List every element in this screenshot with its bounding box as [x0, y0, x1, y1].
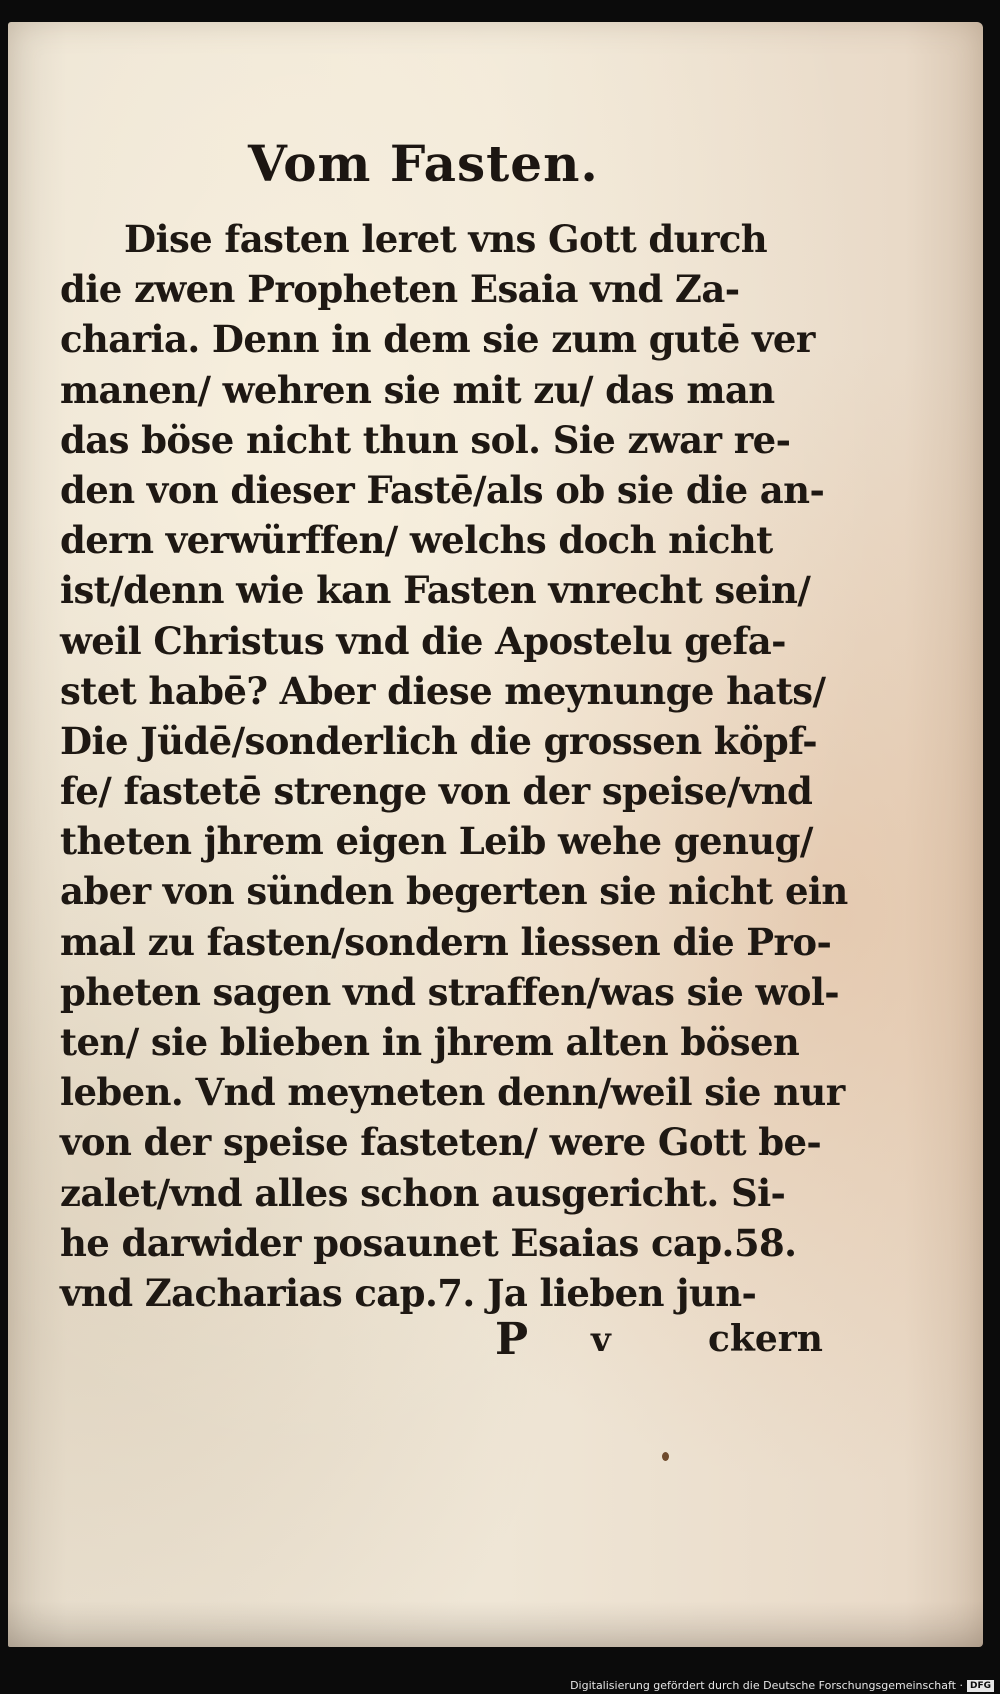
text-line: stet habē? Aber diese meynunge hats/: [60, 668, 826, 713]
catchword: ckern: [708, 1318, 823, 1360]
text-line: den von dieser Fastē/als ob sie die an-: [60, 467, 825, 512]
text-line: fe/ fastetē strenge von der speise/vnd: [60, 769, 813, 814]
book-page: [8, 22, 983, 1647]
credit-text: Digitalisierung gefördert durch die Deutsche Forschungsgemeinschaft ·: [570, 1679, 963, 1692]
signature-mark: P: [495, 1314, 529, 1365]
text-line: die zwen Propheten Esaia vnd Za-: [60, 267, 740, 312]
dfg-logo-icon: DFG: [967, 1680, 994, 1692]
text-line: dern verwürffen/ welchs doch nicht: [60, 518, 773, 563]
paper-stain: [662, 1452, 669, 1461]
text-line: ten/ sie blieben in jhrem alten bösen: [60, 1020, 800, 1064]
gathering-mark: v: [591, 1320, 611, 1360]
catchword-line: [8, 1314, 983, 1374]
text-line: Die Jüdē/sonderlich die grossen köpf-: [60, 718, 817, 763]
text-line: mal zu fasten/sondern liessen die Pro-: [60, 919, 832, 964]
text-line: vnd Zacharias cap.7. Ja lieben jun-: [60, 1270, 757, 1315]
text-line: zalet/vnd alles schon ausgericht. Si-: [60, 1170, 786, 1215]
text-line: theten jhrem eigen Leib wehe genug/: [60, 819, 813, 864]
text-line: Dise fasten leret vns Gott durch: [124, 217, 768, 261]
text-line: manen/ wehren sie mit zu/ das man: [60, 367, 775, 412]
text-line: pheten sagen vnd straffen/was sie wol-: [60, 969, 840, 1014]
text-line: charia. Denn in dem sie zum gutē ver: [60, 317, 815, 362]
text-line: das böse nicht thun sol. Sie zwar re-: [60, 417, 791, 462]
text-line: von der speise fasteten/ were Gott be-: [60, 1120, 822, 1165]
text-line: aber von sünden begerten sie nicht ein: [60, 869, 848, 914]
text-line: he darwider posaunet Esaias cap.58.: [60, 1220, 797, 1265]
text-line: leben. Vnd meyneten denn/weil sie nur: [60, 1070, 845, 1115]
body-text: [60, 214, 848, 1318]
page-heading: Vom Fasten.: [248, 134, 599, 193]
digitization-credit: [570, 1679, 994, 1692]
text-line: ist/denn wie kan Fasten vnrecht sein/: [60, 568, 811, 613]
page-bottom-edge: [8, 1601, 983, 1647]
text-line: weil Christus vnd die Apostelu gefa-: [60, 618, 786, 663]
